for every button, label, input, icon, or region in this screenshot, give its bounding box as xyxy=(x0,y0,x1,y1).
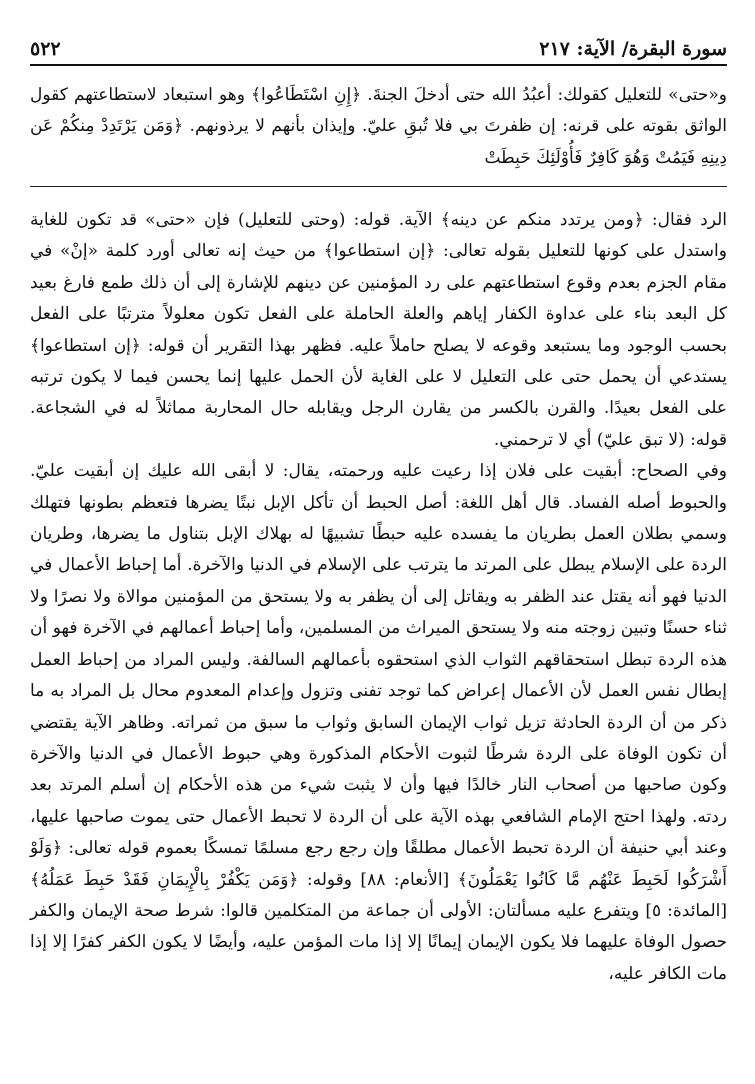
page-header xyxy=(30,22,727,66)
gloss-paragraph-2: وفي الصحاح: أبقيت على فلان إذا رعيت عليه ورحمته، يقال: لا أبقى الله عليك إن أبقيت عليّ. والحبوط أصله الفساد. قال أهل اللغة: أصل الحبط أن تأكل الإبل نبتًا يضرها فتعظم بطونها فتهلك وسمي بطلان العمل بطريان ما يفسده عليه حبطًا تشبيهًا له بهلاك الإبل بتناول ما يضرها، وطريان الردة على الإسلام يبطل على المرتد ما يترتب على الإسلام في الدنيا والآخرة. أما إحباط الأعمال في الدنيا فهو أنه يقتل عند الظفر به ويقاتل إلى أن يظفر به ولا يستحق من المؤمنين موالاة ولا نصرًا ولا ثناء حسنًا وتبين زوجته منه ولا يستحق الميراث من المسلمين، وأما إحباط أعمالهم في الآخرة فهو أن هذه الردة تبطل استحقاقهم الثواب الذي استحقوه بأعمالهم السالفة. وليس المراد من إحباط العمل إبطال نفس العمل لأن الأعمال إعراض كما توجد تفنى وتزول وإعدام المعدوم محال بل المراد به ما ذكر من أن الردة الحادثة تزيل ثواب الإيمان السابق وثواب ما سبق من ثمراته. وظاهر الآية يقتضي أن تكون الوفاة على الردة شرطًا لثبوت الأحكام المذكورة وهي حبوط الأعمال في الدنيا والآخرة وكون صاحبها من أصحاب النار خالدًا فيها وأن لا يثبت شيء من هذه الأحكام إن أسلم المرتد بعد ردته. ولهذا احتج الإمام الشافعي بهذه الآية على أن الردة لا تحبط الأعمال حتى يموت صاحبها عليها، وعند أبي حنيفة أن الردة تحبط الأعمال مطلقًا وإن رجع رجع مسلمًا تمسكًا بعموم قوله تعالى: ﴿وَلَوْ أَشْرَكُوا لَحَبِطَ عَنْهُم مَّا كَانُوا يَعْمَلُونَ﴾ [الأنعام: ٨٨] وقوله: ﴿وَمَن يَكْفُرْ بِالْإِيمَانِ فَقَدْ حَبِطَ عَمَلُهُ﴾ [المائدة: ٥] ويتفرع عليه مسألتان: الأولى أن جماعة من المتكلمين قالوا: شرط صحة الإيمان والكفر حصول الوفاة عليهما فلا يكون الإيمان إيمانًا إلا إذا مات المؤمن عليه، وأيضًا لا يكون الكفر كفرًا إلا إذا مات الكافر عليه، xyxy=(30,461,727,984)
gloss-paragraph-1: الرد فقال: ﴿ومن يرتدد منكم عن دينه﴾ الآية. قوله: (وحتى للتعليل) فإن «حتى» قد تكون للغاية واستدل على كونها للتعليل بقوله تعالى: ﴿إن استطاعوا﴾ من حيث إنه تعالى أورد كلمة «إنْ» في مقام الجزم بعدم وقوع استطاعتهم على رد المؤمنين عن دينهم للإشارة إلى أن ذلك طمع فارغ بعيد كل البعد بناء على عداوة الكفار إياهم والعلة الحاملة على الفعل تكون معلولاً مترتبًا على الفعل بحسب الوجود وما يستبعد وقوعه لا يصلح حاملاً عليه. فظهر بهذا التقرير أن قوله: ﴿إن استطاعوا﴾ يستدعي أن يحمل حتى على التعليل لا على الغاية لأن الحمل عليها إنما يحسن فيما لا يكون ترتبه على الفعل بعيدًا. والقرن بالكسر من يقارن الرجل ويقابله حال المحاربة مماثلاً له في الشجاعة. قوله: (لا تبق عليّ) أي لا ترحمني. xyxy=(30,210,727,450)
section-divider xyxy=(30,186,727,187)
surah-title: سورة البقرة/ الآية: ٢١٧ xyxy=(539,38,727,60)
commentary-paragraph: و«حتى» للتعليل كقولك: أعبُدُ الله حتى أدخلَ الجنةَ. ﴿إِنِ اسْتَطَاعُوا﴾ وهو استبعاد لاستطاعتهم كقول الواثق بقوته على قرنه: إن ظفرتَ بي فلا تُبقِ عليّ. وإيذان بأنهم لا يرذونهم. ﴿وَمَن يَرْتَدِدْ مِنكُمْ عَن دِينِهِ فَيَمُتْ وَهُوَ كَافِرٌ فَأُوْلَئِكَ حَبِطَتْ xyxy=(30,85,728,168)
page-number: ٥٢٢ xyxy=(30,38,61,60)
commentary-text xyxy=(30,80,727,174)
gloss-text xyxy=(30,205,727,990)
